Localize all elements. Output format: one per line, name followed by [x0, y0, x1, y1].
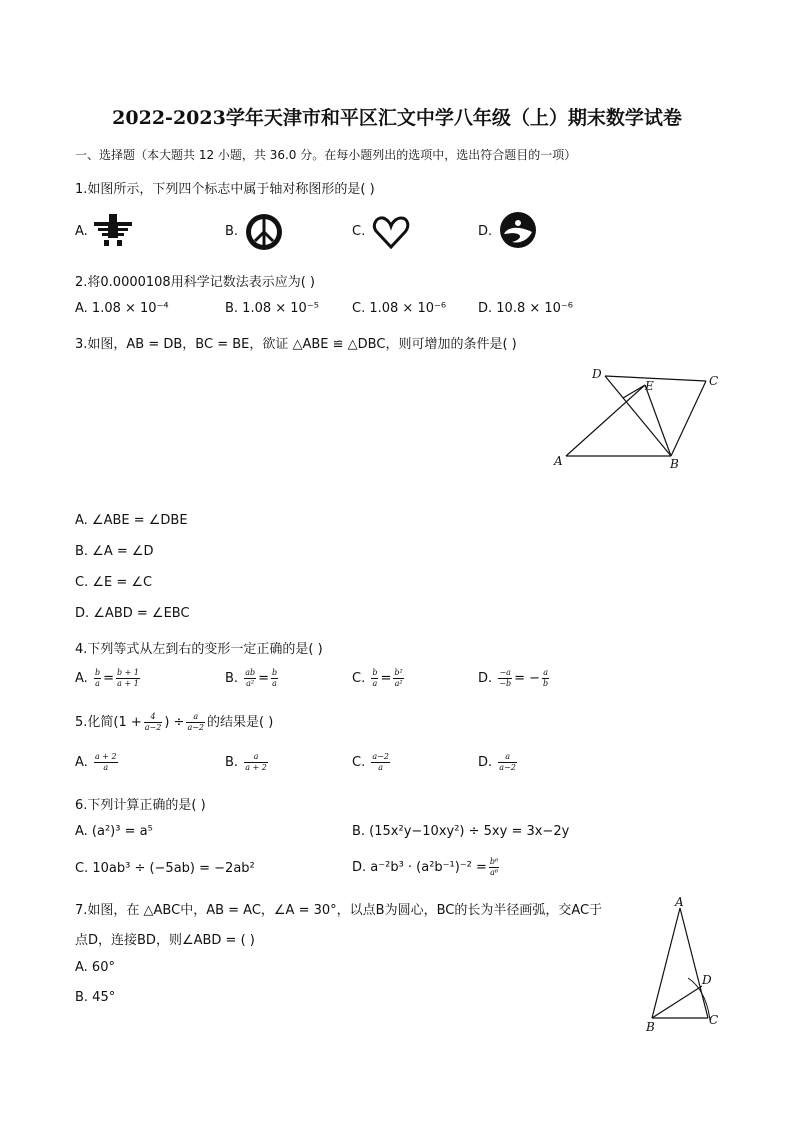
q4-option-c-label: C.	[352, 671, 366, 686]
q3-label-a: A	[554, 454, 563, 468]
q6-d-fraction	[489, 857, 499, 878]
q4-a-r-num: b + 1	[116, 668, 139, 677]
q5-f1-num: 4	[144, 712, 163, 723]
q7-option-a[interactable]: A. 60°	[75, 960, 115, 975]
q5-b-num: a	[244, 752, 268, 763]
q2-option-a[interactable]: A. 1.08 × 10⁻⁴	[75, 301, 169, 316]
q4-a-right-fraction	[116, 668, 140, 689]
q5-d-fraction	[498, 752, 517, 773]
q6-option-b[interactable]: B. (15x²y−10xy²) ÷ 5xy = 3x−2y	[352, 824, 570, 839]
q4-a-l-den: a	[95, 679, 100, 688]
q2-option-c[interactable]: C. 1.08 × 10⁻⁶	[352, 301, 447, 316]
question-2-stem: 2.将0.0000108用科学记数法表示应为( )	[75, 275, 315, 290]
q6-d-num: b⁶	[489, 857, 499, 866]
question-7-stem-line-1: 7.如图，在 △ABC中，AB = AC，∠A = 30°，以点B为圆心，BC的长为半径画弧，交AC于	[75, 903, 603, 918]
q5-f1-den: a−2	[144, 723, 162, 732]
q3-option-b[interactable]: B. ∠A = ∠D	[75, 544, 154, 559]
q4-option-d-label: D.	[478, 671, 493, 686]
q6-option-c[interactable]: C. 10ab³ ÷ (−5ab) = −2ab²	[75, 861, 255, 876]
q5-a-fraction	[94, 752, 118, 773]
q4-option-b-label: B.	[225, 671, 239, 686]
q3-option-c[interactable]: C. ∠E = ∠C	[75, 575, 153, 590]
q4-b-l-num: ab	[245, 668, 256, 677]
q5-option-d-label: D.	[478, 755, 493, 770]
q5-stem-prefix: 5.化简(1 +	[75, 715, 142, 730]
q5-stem-suffix: 的结果是( )	[207, 715, 274, 730]
q6-option-d-text: D. a⁻²b³ · (a²b⁻¹)⁻² =	[352, 860, 487, 875]
q4-c-right-fraction	[393, 668, 403, 689]
q4-c-r-num: b²	[394, 668, 403, 677]
q5-option-a-label: A.	[75, 755, 88, 770]
q5-stem-mid: ) ÷	[164, 715, 185, 730]
q4-a-l-num: b	[94, 668, 101, 677]
q7-label-a: A	[675, 895, 684, 909]
q4-c-r-den: a²	[394, 679, 403, 688]
q5-d-den: a−2	[499, 763, 516, 772]
heart-logo-icon	[372, 214, 410, 250]
q2-option-b[interactable]: B. 1.08 × 10⁻⁵	[225, 301, 319, 316]
q5-a-num: a + 2	[94, 752, 117, 761]
q1-option-d-label[interactable]: D.	[478, 224, 493, 239]
q4-c-l-den: a	[372, 679, 378, 688]
q4-d-right-fraction	[542, 668, 549, 689]
q3-label-e: E	[645, 379, 654, 393]
q4-d-r-num: a	[543, 668, 548, 677]
q5-option-c[interactable]	[352, 752, 392, 773]
q5-b-den: a + 2	[245, 763, 267, 772]
q5-stem-fraction-2	[186, 712, 205, 733]
q5-f2-num: a	[186, 712, 205, 723]
q5-f2-den: a−2	[187, 723, 205, 732]
q5-b-fraction	[244, 752, 268, 773]
q3-option-a[interactable]: A. ∠ABE = ∠DBE	[75, 513, 188, 528]
q5-d-num: a	[498, 752, 517, 763]
q7-label-b: B	[646, 1020, 655, 1034]
q3-triangle-figure	[548, 362, 728, 474]
q4-b-left-fraction	[244, 668, 256, 689]
q4-a-r-den: a + 1	[117, 679, 139, 688]
q4-b-right-fraction	[271, 668, 278, 689]
q4-c-left-fraction	[371, 668, 378, 689]
q6-option-a[interactable]: A. (a²)³ = a⁵	[75, 824, 153, 839]
peace-logo-icon	[244, 212, 284, 252]
q4-b-l-den: a²	[246, 679, 255, 688]
q5-a-den: a	[103, 763, 109, 772]
q3-label-d: D	[592, 367, 602, 381]
swirl-logo-icon	[498, 210, 538, 250]
q4-d-r-den: b	[543, 679, 549, 688]
q4-option-c[interactable]: C. $\frac{b}{a}$ = $\frac{\text{b²}}{\text{a²}}$	[352, 668, 403, 688]
q4-option-b[interactable]: B. $\frac{ab}{\text{a²}}$ = $\frac{b}{a}$	[225, 668, 278, 688]
q3-label-c: C	[709, 374, 719, 388]
q4-option-d[interactable]: D. $\frac{-a}{-b}$ = − $\frac{a}{b}$	[478, 668, 549, 688]
q6-d-den: a⁶	[490, 868, 499, 877]
q5-c-fraction	[371, 752, 390, 773]
section-heading: 一、选择题（本大题共 12 小题，共 36.0 分。在每小题列出的选项中，选出符合题目的一项）	[75, 148, 577, 162]
q4-d-l-den: −b	[499, 679, 512, 688]
q5-option-b[interactable]	[225, 752, 270, 773]
q4-c-l-num: b	[372, 668, 378, 677]
q5-option-b-label: B.	[225, 755, 239, 770]
q7-label-d: D	[702, 973, 712, 987]
question-3-stem: 3.如图，AB = DB，BC = BE，欲证 △ABE ≌ △DBC，则可增加的条件是( )	[75, 337, 517, 352]
q2-option-d[interactable]: D. 10.8 × 10⁻⁶	[478, 301, 573, 316]
q1-option-a-label[interactable]: A.	[75, 224, 88, 239]
q3-label-b: B	[670, 457, 679, 471]
q4-d-left-fraction	[498, 668, 512, 689]
q1-option-b-label[interactable]: B.	[225, 224, 239, 239]
q5-c-den: a	[378, 763, 384, 772]
question-1-stem: 1.如图所示，下列四个标志中属于轴对称图形的是( )	[75, 182, 375, 197]
q5-c-num: a−2	[372, 752, 389, 761]
q4-d-l-num: −a	[499, 668, 511, 677]
q4-option-a[interactable]: A. $\frac{b}{a}$ = $\frac{b + 1}{a + 1}$	[75, 668, 139, 688]
q4-a-left-fraction	[94, 668, 101, 689]
q5-option-d[interactable]	[478, 752, 519, 773]
q5-stem-fraction-1	[144, 712, 163, 733]
question-7-stem-line-2: 点D，连接BD，则∠ABD = ( )	[75, 933, 255, 948]
question-5-stem	[75, 711, 273, 733]
q4-b-r-den: a	[272, 679, 277, 688]
page-title: 2022-2023学年天津市和平区汇文中学八年级（上）期末数学试卷	[112, 107, 682, 129]
q6-option-d[interactable]	[352, 857, 501, 878]
q7-option-b[interactable]: B. 45°	[75, 990, 116, 1005]
q4-option-a-label: A.	[75, 671, 88, 686]
q4-b-r-num: b	[272, 668, 278, 677]
q5-option-a[interactable]	[75, 752, 120, 773]
question-4-stem: 4.下列等式从左到右的变形一定正确的是( )	[75, 642, 323, 657]
eagle-logo-icon	[92, 212, 134, 250]
q3-option-d[interactable]: D. ∠ABD = ∠EBC	[75, 606, 190, 621]
q5-option-c-label: C.	[352, 755, 366, 770]
q7-triangle-figure	[636, 894, 726, 1036]
question-6-stem: 6.下列计算正确的是( )	[75, 798, 206, 813]
q1-option-c-label[interactable]: C.	[352, 224, 366, 239]
q7-label-c: C	[709, 1013, 719, 1027]
